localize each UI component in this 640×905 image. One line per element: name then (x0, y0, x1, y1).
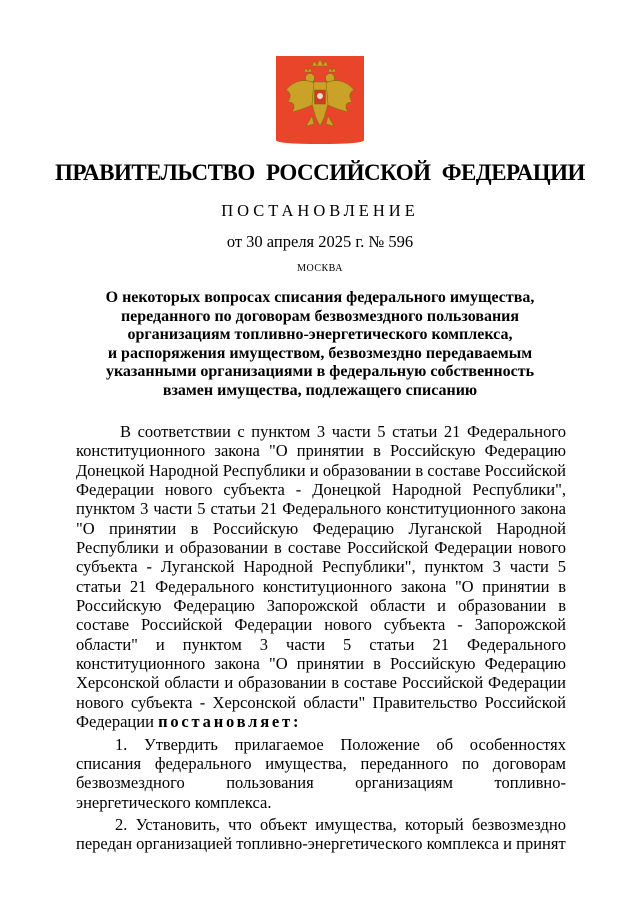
preamble-text: В соответствии с пунктом 3 части 5 статьи 21 Федерального конституционного закона "О принятии в Российскую Федерацию Донецкой Народной Республики и образовании в составе Российской Федерации нового субъекта - Донецкой Народной Республики", пунктом 3 части 5 статьи 21 Федерального конституционного закона "О принятии в Российскую Федерацию Луганской Народной Республики и образовании в составе Российской Федерации нового субъекта - Луганской Народной Республики", пунктом 3 части 5 статьи 21 Федерального конституционного закона "О принятии в Российскую Федерацию Запорожской области и образовании в составе Российской Федерации нового субъекта - Запорожской области" и пунктом 3 части 5 статьи 21 Федерального конституционного закона "О принятии в Российскую Федерацию Херсонской области и образовании в составе Российской Федерации нового субъекта - Херсонской области" Правительство Российской Федерации (76, 422, 566, 732)
decree-type: ПОСТАНОВЛЕНИЕ (221, 201, 419, 220)
title-line: взамен имущества, подлежащего списанию (162, 381, 478, 399)
resolves-word: постановляет: (158, 712, 302, 732)
decree-body (76, 422, 566, 857)
decree-city: МОСКВА (297, 263, 343, 274)
preamble-paragraph (76, 422, 566, 732)
title-line: и распоряжения имуществом, безвозмездно передаваемым (107, 344, 533, 362)
russian-coat-of-arms-icon (276, 56, 364, 144)
title-line: указанными организациями в федеральную собственность (105, 363, 535, 381)
decree-title (80, 289, 560, 401)
government-name: ПРАВИТЕЛЬСТВО РОССИЙСКОЙ ФЕДЕРАЦИИ (55, 160, 585, 185)
emblem (276, 56, 364, 144)
item-2: 2. Установить, что объект имущества, который безвозмездно передан организацией топливно-энергетического комплекса и принят (76, 814, 566, 854)
decree-date-number: от 30 апреля 2025 г. № 596 (226, 232, 414, 251)
title-line: переданного по договорам безвозмездного пользования (120, 307, 520, 325)
item-1: 1. Утвердить прилагаемое Положение об особенностях списания федерального имущества, переданного по договорам безвозмездного пользования организациям топливно-энергетического комплекса. (76, 734, 566, 812)
title-line: организациям топливно-энергетического комплекса, (127, 326, 513, 344)
title-line: О некоторых вопросах списания федерального имущества, (105, 289, 535, 306)
